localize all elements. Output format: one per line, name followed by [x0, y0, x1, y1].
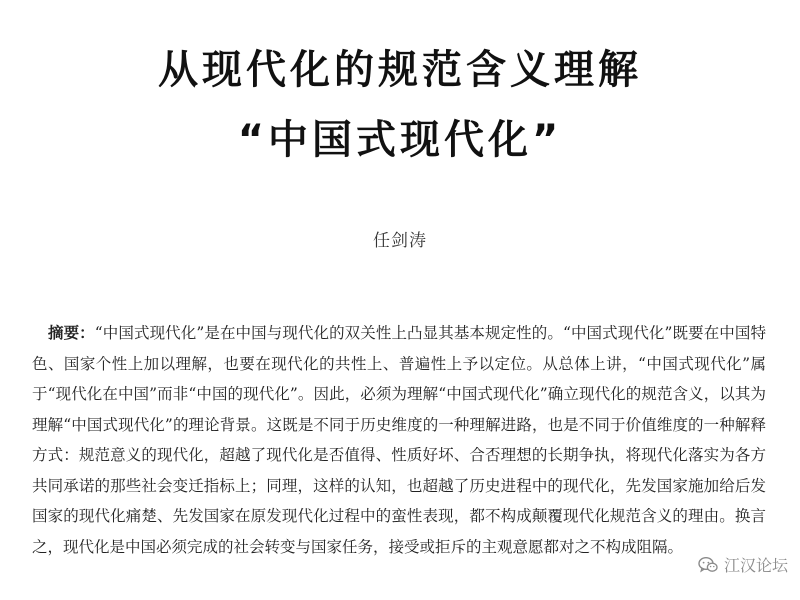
wechat-icon [698, 556, 718, 574]
author-name: 任剑涛 [373, 231, 427, 251]
page-title-line-2: “中国式现代化” [237, 117, 563, 163]
watermark-text: 江汉论坛 [723, 556, 788, 575]
source-watermark [698, 553, 788, 576]
abstract-label: 摘要： [48, 324, 95, 342]
abstract-paragraph [32, 318, 766, 562]
abstract-text: “中国式现代化”是在中国与现代化的双关性上凸显其基本规定性的。“中国式现代化”既要在中国特色、国家个性上加以理解，也要在现代化的共性上、普遍性上予以定位。从总体上讲，“中国式现代化”属于“现代化在中国”而非“中国的现代化”。因此，必须为理解“中国式现代化”确立现代化的规范含义，以其为理解“中国式现代化”的理论背景。这既是不同于历史维度的一种理解进路，也是不同于价值维度的一种解释方式：规范意义的现代化，超越了现代化是否值得、性质好坏、合否理想的长期争执，将现代化落实为各方共同承诺的那些社会变迁指标上；同理，这样的认知，也超越了历史进程中的现代化，先发国家施加给后发国家的现代化痛楚、先发国家在原发现代化过程中的蛮性表现，都不构成颠覆现代化规范含义的理由。换言之，现代化是中国必须完成的社会转变与国家任务，接受或拒斥的主观意愿都对之不构成阻隔。 [32, 324, 766, 556]
page-title-line-1: 从现代化的规范含义理解 [158, 47, 642, 93]
